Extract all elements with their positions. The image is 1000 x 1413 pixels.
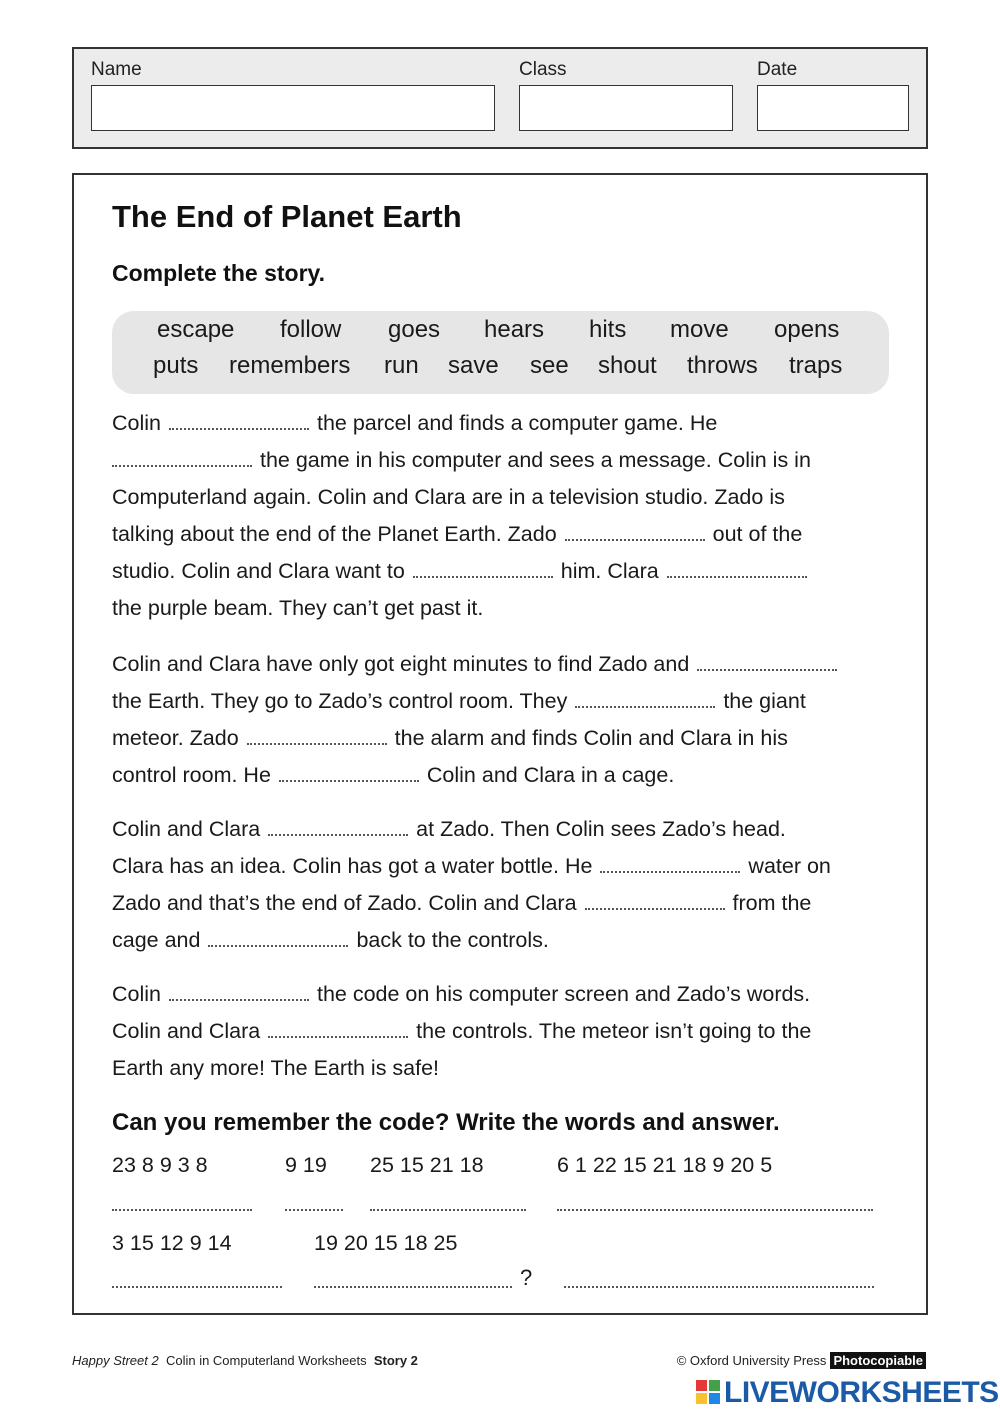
gap-blank-3[interactable] [565, 523, 705, 541]
story-text: Computerland again. Colin and Clara are in a television studio. Zado is [112, 485, 785, 509]
word-bank-item: follow [280, 316, 342, 343]
story-text: Colin [112, 411, 161, 435]
story-text: Zado and that’s the end of Zado. Colin and Clara [112, 891, 577, 915]
story-text: the game in his computer and sees a message. Colin is in [259, 448, 811, 472]
word-bank-row-2 [112, 352, 889, 388]
footer-series: Colin in Computerland Worksheets [165, 1353, 367, 1368]
story-text: cage and [112, 928, 201, 952]
gap-blank-13[interactable] [208, 929, 348, 947]
word-bank-item: escape [157, 316, 235, 343]
story-text: the Earth. They go to Zado’s control room. They [112, 689, 568, 713]
worksheet-title: The End of Planet Earth [112, 199, 462, 234]
word-bank-item: save [448, 352, 499, 379]
code-number-group: 19 20 15 18 25 [314, 1231, 458, 1255]
gap-blank-7[interactable] [575, 690, 715, 708]
story-text: the parcel and finds a computer game. He [316, 411, 718, 435]
word-bank-item: throws [687, 352, 758, 379]
word-bank-item: hits [589, 316, 627, 343]
class-field-group [519, 59, 733, 131]
code-number-group: 6 1 22 15 21 18 9 20 5 [557, 1153, 773, 1177]
story-text: talking about the end of the Planet Earth. Zado [112, 522, 557, 546]
word-bank-item: opens [774, 316, 840, 343]
story-text: water on [748, 854, 831, 878]
word-bank-item: remembers [229, 352, 351, 379]
story-text: Colin and Clara [112, 1019, 261, 1043]
class-input[interactable] [519, 85, 733, 131]
liveworksheets-grid-icon [696, 1380, 722, 1406]
code-row-1 [112, 1153, 892, 1185]
class-label: Class [519, 59, 567, 80]
footer-book-info [72, 1353, 418, 1368]
story-text: studio. Colin and Clara want to [112, 559, 405, 583]
story-paragraph-4 [112, 976, 912, 1087]
instruction-complete-story: Complete the story. [112, 260, 325, 286]
word-bank-item: traps [789, 352, 843, 379]
photocopiable-badge: Photocopiable [830, 1352, 926, 1369]
code-answer-blank-2[interactable] [285, 1191, 343, 1211]
story-paragraph-3 [112, 811, 912, 959]
gap-blank-14[interactable] [169, 983, 309, 1001]
date-field-group [757, 59, 909, 131]
code-number-group: 3 15 12 9 14 [112, 1231, 232, 1255]
name-field-group [91, 59, 495, 131]
story-text: the code on his computer screen and Zado’s words. [316, 982, 811, 1006]
name-label: Name [91, 59, 142, 80]
gap-blank-2[interactable] [112, 449, 252, 467]
student-info-header [72, 47, 928, 149]
footer-copyright-info [677, 1353, 926, 1368]
liveworksheets-brand-text: LIVEWORKSHEETS [724, 1376, 999, 1409]
story-text: meteor. Zado [112, 726, 239, 750]
footer-story: Story 2 [373, 1353, 418, 1368]
word-bank-item: goes [388, 316, 441, 343]
story-text: back to the controls. [356, 928, 549, 952]
footer-copyright: © Oxford University Press [676, 1353, 827, 1368]
code-number-group: 9 19 [285, 1153, 327, 1177]
date-input[interactable] [757, 85, 909, 131]
code-answer-blank-5[interactable] [112, 1268, 282, 1288]
question-mark: ? [520, 1265, 533, 1290]
story-text: the purple beam. They can’t get past it. [112, 596, 484, 620]
code-answer-blank-3[interactable] [370, 1191, 526, 1211]
story-text: from the [732, 891, 812, 915]
word-bank-item: run [384, 352, 419, 379]
story-text: Colin and Clara have only got eight minutes to find Zado and [112, 652, 690, 676]
word-bank [112, 311, 889, 394]
story-text: at Zado. Then Colin sees Zado’s head. [416, 817, 786, 841]
gap-blank-8[interactable] [247, 727, 387, 745]
word-bank-item: shout [598, 352, 657, 379]
code-answer-blank-4[interactable] [557, 1191, 873, 1211]
gap-blank-12[interactable] [585, 892, 725, 910]
code-row-2 [112, 1231, 892, 1263]
gap-blank-1[interactable] [169, 412, 309, 430]
story-text: Colin and Clara [112, 817, 261, 841]
word-bank-item: hears [484, 316, 545, 343]
story-text: Earth any more! The Earth is safe! [112, 1056, 440, 1080]
story-text: him. Clara [560, 559, 659, 583]
word-bank-item: move [670, 316, 729, 343]
footer-book-title: Happy Street 2 [72, 1353, 159, 1368]
code-answer-blank-1[interactable] [112, 1191, 252, 1211]
gap-blank-10[interactable] [268, 818, 408, 836]
code-number-group: 23 8 9 3 8 [112, 1153, 208, 1177]
story-text: Clara has an idea. Colin has got a water bottle. He [112, 854, 593, 878]
gap-blank-15[interactable] [268, 1020, 408, 1038]
story-paragraph-2 [112, 646, 912, 794]
code-number-group: 25 15 21 18 [370, 1153, 484, 1177]
instruction-code: Can you remember the code? Write the words and answer. [112, 1109, 780, 1136]
story-paragraph-1 [112, 405, 912, 627]
story-text: out of the [712, 522, 803, 546]
story-text: Colin and Clara in a cage. [426, 763, 675, 787]
gap-blank-5[interactable] [667, 560, 807, 578]
date-label: Date [757, 59, 798, 80]
word-bank-item: see [530, 352, 569, 379]
code-answer-blank-6[interactable] [314, 1268, 512, 1288]
gap-blank-11[interactable] [600, 855, 740, 873]
story-text: the giant [723, 689, 806, 713]
story-text: control room. He [112, 763, 271, 787]
gap-blank-6[interactable] [697, 653, 837, 671]
gap-blank-9[interactable] [279, 764, 419, 782]
gap-blank-4[interactable] [413, 560, 553, 578]
worksheet-panel [72, 173, 928, 1315]
story-text: the alarm and finds Colin and Clara in his [394, 726, 788, 750]
word-bank-row-1 [112, 316, 889, 352]
code-answer-blank-final[interactable] [564, 1268, 874, 1288]
word-bank-item: puts [153, 352, 199, 379]
story-text: the controls. The meteor isn’t going to the [416, 1019, 812, 1043]
story-text: Colin [112, 982, 161, 1006]
name-input[interactable] [91, 85, 495, 131]
